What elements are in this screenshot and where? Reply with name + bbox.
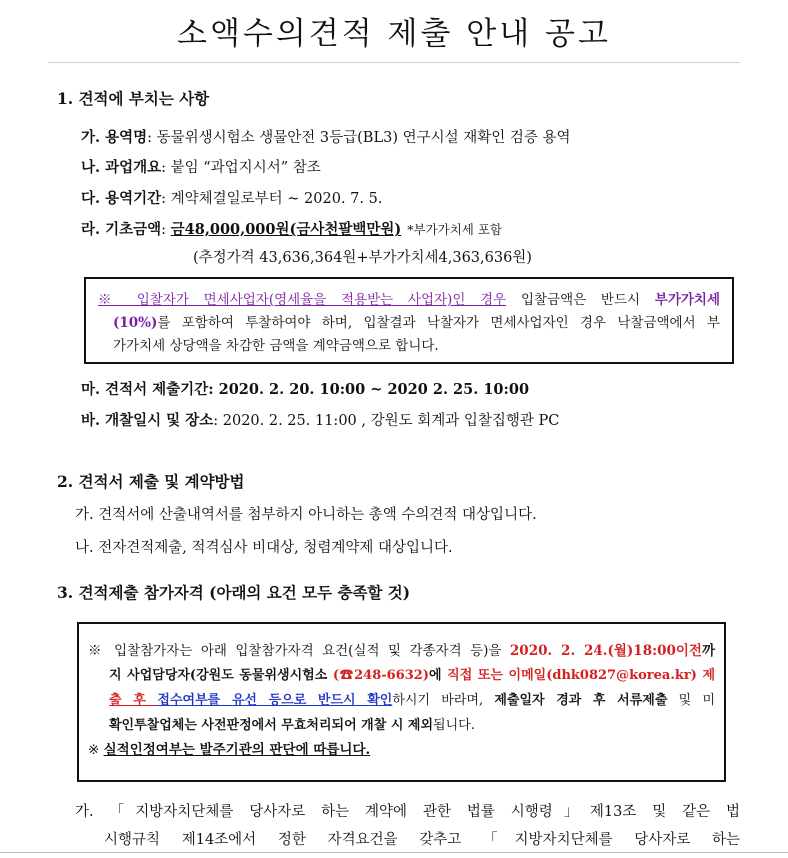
item-base-amount-colon: : (161, 222, 171, 238)
item-opening-time-place-value: : 2020. 2. 25. 11:00 , 강원도 회계과 입찰집행관 PC (213, 413, 560, 429)
vat-notice-rate: (10%) (113, 315, 158, 331)
item-base-amount-label: 라. 기초금액 (81, 221, 162, 238)
page-bottom-edge (0, 852, 788, 853)
section-1-heading: 1. 견적에 부치는 사항 (57, 89, 210, 108)
item-base-amount (81, 218, 502, 239)
item-service-period (81, 187, 382, 208)
item-submission-period-label: 마. 견적서 제출기간 (81, 381, 209, 398)
item-base-amount-breakdown: (추정가격 43,636,364원+부가가치세4,363,636원) (193, 250, 532, 266)
qualification-notice-line-4: 확인투찰업체는 사전판정에서 무효처리되어 개찰 시 제외됩니다. (109, 718, 475, 733)
vat-notice-box (84, 277, 734, 364)
section-3-line-2: 시행규칙 제14조에서 정한 자격요건을 갖추고 「지방자치단체를 당사자로 하는 (104, 832, 740, 848)
qualification-confirm-receipt: 접수여부를 유선 등으로 반드시 확인 (157, 693, 393, 708)
item-service-period-value: : 계약체결일로부터 ~ 2020. 7. 5. (161, 191, 383, 207)
item-service-name-value: : 동물위생시험소 생물안전 3등급(BL3) 연구시설 재확인 검증 용역 (147, 130, 571, 146)
item-service-name-label: 가. 용역명 (81, 129, 148, 146)
qualification-performance-note: 실적인정여부는 발주기관의 판단에 따릅니다. (103, 742, 371, 758)
vat-notice-line-2: (10%)를 포함하여 투찰하여야 하며, 입찰결과 낙찰자가 면세사업자인 경우 낙찰금액에서 부 (113, 315, 720, 331)
vat-notice-vat: 부가가치세 (654, 292, 721, 308)
item-submission-period (81, 378, 529, 399)
qualification-notice-line-5: ※ 실적인정여부는 발주기관의 판단에 따릅니다. (88, 742, 371, 758)
item-task-overview-value: : 붙임 “과업지시서” 참조 (161, 160, 321, 176)
item-service-period-label: 다. 용역기간 (81, 190, 162, 207)
item-base-amount-note: *부가가치세 포함 (407, 222, 502, 237)
qualification-notice-line-1: ※ 입찰참가자는 아래 입찰참가자격 요건(실적 및 각종자격 등)을 2020. 2. 24.(월)18:00이전까 (88, 643, 715, 659)
vat-notice-tax-exempt: ※ 입찰자가 면세사업자(영세율을 적용받는 사업자)인 경우 (98, 292, 507, 308)
item-base-amount-value: 금48,000,000원(금사천팔백만원) (170, 221, 402, 238)
section-3-line-1: 가. 「지방자치단체를 당사자로 하는 계약에 관한 법률 시행령」제13조 및 같은 법 (75, 804, 740, 820)
qualification-notice-line-3: 출 후 접수여부를 유선 등으로 반드시 확인하시기 바라며, 제출일자 경과 후 서류제출 및 미 (109, 693, 715, 708)
vat-notice-line-3: 가가치세 상당액을 차감한 금액을 계약금액으로 합니다. (113, 338, 439, 354)
section-2-line-1: 가. 견적서에 산출내역서를 첨부하지 아니하는 총액 수의견적 대상입니다. (75, 507, 537, 523)
section-3-heading: 3. 견적제출 참가자격 (아래의 요건 모두 충족할 것) (57, 583, 411, 602)
item-task-overview-label: 나. 과업개요 (81, 159, 162, 176)
item-opening-time-place (81, 409, 559, 430)
qualification-notice-line-2: 지 사업담당자(강원도 동물위생시험소 (☎248-6632)에 직접 또는 이메일(dhk0827@korea.kr) 제 (109, 668, 715, 683)
qualification-email: 직접 또는 이메일(dhk0827@korea.kr) 제 (447, 668, 715, 683)
vat-notice-line-1: ※ 입찰자가 면세사업자(영세율을 적용받는 사업자)인 경우 입찰금액은 반드시 부가가치세 (98, 292, 721, 308)
qualification-deadline: 2020. 2. 24.(월)18:00이전 (509, 643, 702, 659)
item-task-overview (81, 156, 321, 177)
title-divider (48, 62, 740, 63)
qualification-phone: (☎248-6632) (332, 668, 429, 683)
section-2-line-2: 나. 전자견적제출, 적격심사 비대상, 청렴계약제 대상입니다. (75, 540, 453, 556)
page-title: 소액수의견적 제출 안내 공고 (177, 16, 611, 52)
section-2-heading: 2. 견적서 제출 및 계약방법 (57, 472, 245, 491)
item-opening-time-place-label: 바. 개찰일시 및 장소 (81, 412, 214, 429)
item-service-name (81, 126, 571, 147)
qualification-notice-box (77, 622, 726, 782)
item-submission-period-value: : 2020. 2. 20. 10:00 ~ 2020 2. 25. 10:00 (208, 381, 530, 398)
